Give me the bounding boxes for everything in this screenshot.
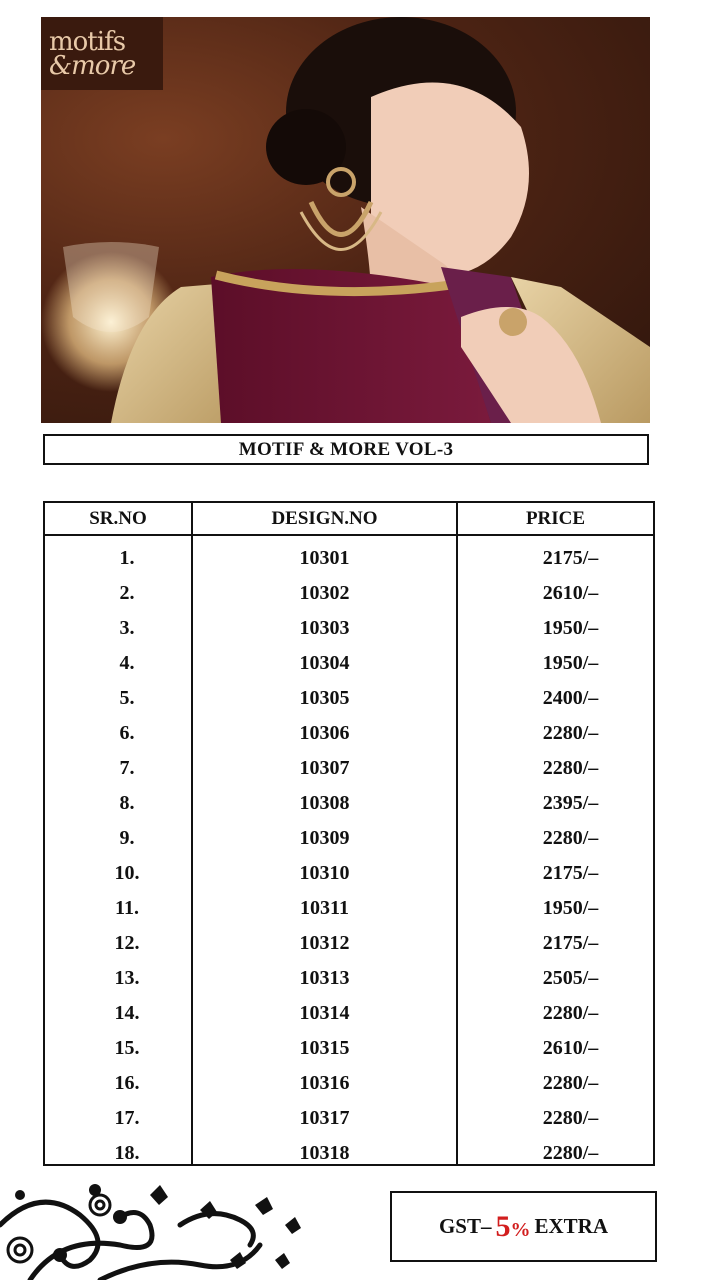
- cell-price: 2280/–: [542, 1142, 599, 1164]
- cell-price: 2175/–: [542, 862, 599, 884]
- cell-sr-no: 10.: [114, 862, 140, 884]
- cell-design-no: 10309: [299, 827, 350, 849]
- floral-swirl-icon: [0, 1165, 320, 1280]
- cell-price: 1950/–: [542, 617, 599, 639]
- cell-sr-no: 15.: [114, 1037, 140, 1059]
- cell-design-no: 10304: [299, 652, 350, 674]
- cell-price: 2400/–: [542, 687, 599, 709]
- logo-line-1: motifs: [49, 26, 126, 57]
- cell-sr-no: 17.: [114, 1107, 140, 1129]
- cell-design-no: 10315: [299, 1037, 350, 1059]
- gst-rate: [496, 1210, 531, 1244]
- table-row: [45, 856, 653, 891]
- table-row: [45, 646, 653, 681]
- table-row: [45, 716, 653, 751]
- cell-sr-no: 13.: [114, 967, 140, 989]
- table-row: [45, 891, 653, 926]
- cell-sr-no: 1.: [119, 547, 135, 569]
- price-table: [43, 501, 655, 1166]
- cell-price: 1950/–: [542, 652, 599, 674]
- cell-price: 2175/–: [542, 547, 599, 569]
- cell-design-no: 10310: [299, 862, 350, 884]
- cell-design-no: 10307: [299, 757, 350, 779]
- cell-price: 2610/–: [542, 1037, 599, 1059]
- table-row: [45, 786, 653, 821]
- cell-design-no: 10317: [299, 1107, 350, 1129]
- brand-logo: [41, 17, 163, 90]
- cell-sr-no: 11.: [115, 897, 139, 919]
- cell-sr-no: 14.: [114, 1002, 140, 1024]
- cell-price: 2280/–: [542, 827, 599, 849]
- cell-design-no: 10302: [299, 582, 350, 604]
- cell-sr-no: 2.: [119, 582, 135, 604]
- cell-price: 2395/–: [542, 792, 599, 814]
- cell-design-no: 10318: [299, 1142, 350, 1164]
- cell-design-no: 10303: [299, 617, 350, 639]
- cell-price: 2280/–: [542, 1002, 599, 1024]
- catalog-title-banner: [43, 434, 649, 465]
- cell-sr-no: 18.: [114, 1142, 140, 1164]
- table-row: [45, 681, 653, 716]
- table-row: [45, 1031, 653, 1066]
- cell-design-no: 10313: [299, 967, 350, 989]
- cell-sr-no: 12.: [114, 932, 140, 954]
- table-header: [45, 503, 653, 536]
- gst-value: 5: [495, 1209, 511, 1243]
- table-row: [45, 1066, 653, 1101]
- header-design-no: DESIGN.NO: [271, 507, 378, 529]
- cell-price: 2280/–: [542, 1107, 599, 1129]
- cell-price: 2610/–: [542, 582, 599, 604]
- cell-design-no: 10312: [299, 932, 350, 954]
- table-row: [45, 821, 653, 856]
- cell-sr-no: 4.: [119, 652, 135, 674]
- cell-design-no: 10305: [299, 687, 350, 709]
- cell-sr-no: 3.: [119, 617, 135, 639]
- cell-price: 2505/–: [542, 967, 599, 989]
- gst-suffix: EXTRA: [534, 1214, 609, 1238]
- table-body: [45, 541, 653, 1171]
- cell-sr-no: 16.: [114, 1072, 140, 1094]
- gst-note: [390, 1191, 657, 1262]
- logo-line-2: &more: [49, 50, 136, 81]
- cell-sr-no: 6.: [119, 722, 135, 744]
- cell-price: 2280/–: [542, 1072, 599, 1094]
- header-price: PRICE: [525, 507, 586, 529]
- cell-price: 2280/–: [542, 757, 599, 779]
- table-row: [45, 996, 653, 1031]
- cell-price: 2280/–: [542, 722, 599, 744]
- table-row: [45, 961, 653, 996]
- table-row: [45, 541, 653, 576]
- table-row: [45, 751, 653, 786]
- cell-design-no: 10314: [299, 1002, 350, 1024]
- header-sr-no: SR.NO: [89, 507, 147, 529]
- table-row: [45, 576, 653, 611]
- hero-photo: [41, 17, 650, 423]
- cell-design-no: 10301: [299, 547, 350, 569]
- table-row: [45, 611, 653, 646]
- cell-design-no: 10311: [300, 897, 349, 919]
- cell-design-no: 10316: [299, 1072, 350, 1094]
- cell-sr-no: 8.: [119, 792, 135, 814]
- cell-sr-no: 5.: [119, 687, 135, 709]
- table-row: [45, 1101, 653, 1136]
- cell-design-no: 10308: [299, 792, 350, 814]
- gst-prefix: GST–: [438, 1214, 492, 1238]
- cell-price: 2175/–: [542, 932, 599, 954]
- gst-unit: %: [510, 1218, 531, 1241]
- cell-price: 1950/–: [542, 897, 599, 919]
- catalog-title: MOTIF & MORE VOL-3: [238, 438, 454, 460]
- cell-design-no: 10306: [299, 722, 350, 744]
- cell-sr-no: 7.: [119, 757, 135, 779]
- cell-sr-no: 9.: [119, 827, 135, 849]
- table-row: [45, 926, 653, 961]
